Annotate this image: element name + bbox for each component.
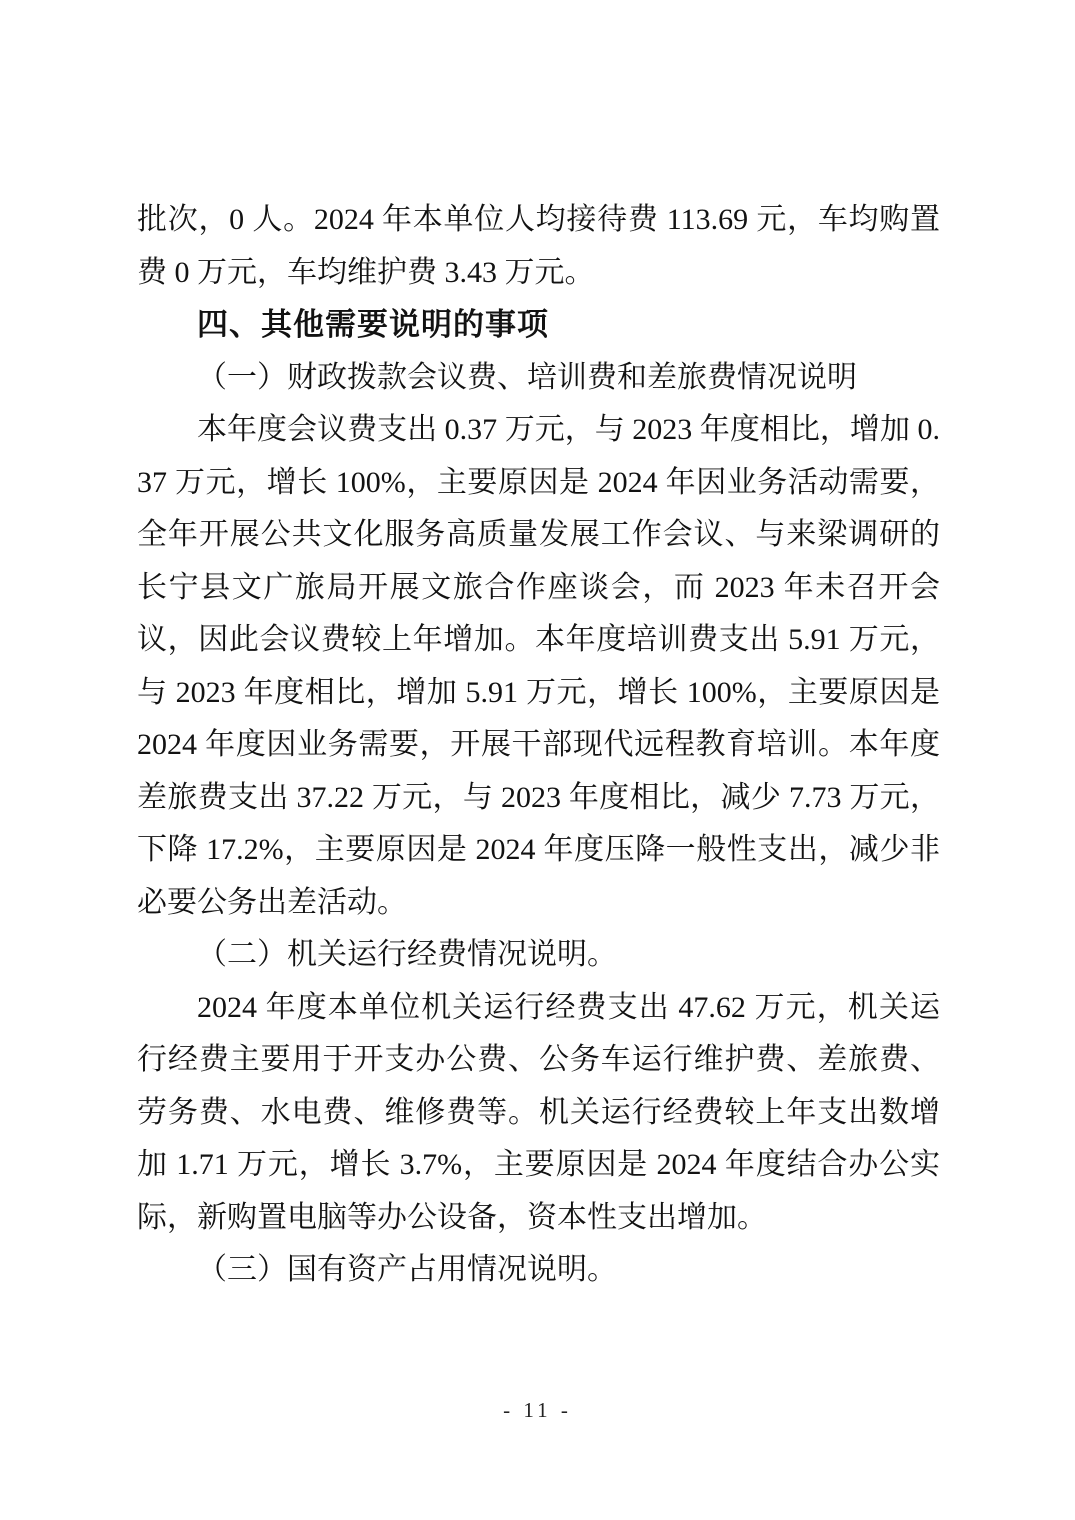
paragraph-operating-expenses: 2024 年度本单位机关运行经费支出 47.62 万元，机关运行经费主要用于开支办公费、公务车运行维护费、差旅费、劳务费、水电费、维修费等。机关运行经费较上年支出数增加 1.71 万元，增长 3.7%，主要原因是 2024 年度结合办公实际，新购置电脑等办公设备，资本性支出增加。 [137,990,940,1234]
subsection-title-1: （一）财政拨款会议费、培训费和差旅费情况说明 [197,360,857,394]
document-body [137,194,940,1297]
subsection-title-3: （三）国有资产占用情况说明。 [197,1253,617,1286]
subsection-title-2: （二）机关运行经费情况说明。 [197,938,617,971]
carryover-paragraph: 批次，0 人。2024 年本单位人均接待费 113.69 元，车均购置费 0 万元，车均维护费 3.43 万元。 [137,203,940,289]
paragraph-meeting-training-travel: 本年度会议费支出 0.37 万元，与 2023 年度相比，增加 0.37 万元，增长 100%，主要原因是 2024 年因业务活动需要，全年开展公共文化服务高质量发展工作会议、与来梁调研的长宁县文广旅局开展文旅合作座谈会，而 2023 年未召开会议，因此会议费较上年增加。本年度培训费支出 5.91 万元，与 2023 年度相比，增加 5.91 万元，增长 100%，主要原因是 2024 年度因业务需要，开展干部现代远程教育培训。本年度差旅费支出 37.22 万元，与 2023 年度相比，减少 7.73 万元，下降 17.2%，主要原因是 2024 年度压降一般性支出，减少非必要公务出差活动。 [137,413,940,919]
page-number: - 11 - [503,1398,572,1422]
section-heading: 四、其他需要说明的事项 [197,307,549,342]
